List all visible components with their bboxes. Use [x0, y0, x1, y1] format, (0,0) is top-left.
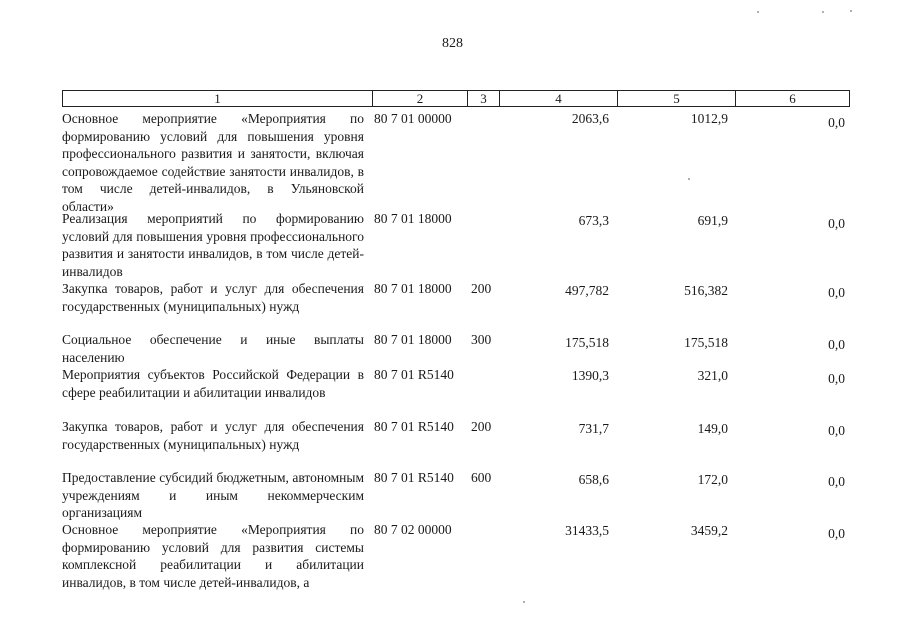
row-value-4: 1390,3	[571, 368, 609, 383]
row-code: 80 7 01 18000	[374, 281, 452, 296]
row-name: Предоставление субсидий бюджетным, автономным учреждениям и иным некоммерческим организациям	[62, 470, 364, 520]
row-value-4: 175,518	[565, 335, 609, 350]
row-type: 600	[471, 470, 492, 485]
page-number: 828	[442, 36, 463, 51]
row-name: Закупка товаров, работ и услуг для обеспечения государственных (муниципальных) нужд	[62, 281, 364, 314]
row-value-6: 0,0	[828, 115, 845, 130]
row-code: 80 7 02 00000	[374, 522, 452, 537]
row-code: 80 7 01 R5140	[374, 419, 454, 434]
row-value-4: 31433,5	[565, 523, 609, 538]
row-value-5: 321,0	[697, 368, 728, 383]
row-code: 80 7 01 18000	[374, 332, 452, 347]
row-value-6: 0,0	[828, 423, 845, 438]
row-value-4: 731,7	[578, 421, 609, 436]
row-value-6: 0,0	[828, 285, 845, 300]
row-type: 200	[471, 419, 492, 434]
row-code: 80 7 01 R5140	[374, 367, 454, 382]
row-value-6: 0,0	[828, 371, 845, 386]
row-value-6: 0,0	[828, 337, 845, 352]
row-name: Мероприятия субъектов Российской Федерации в сфере реабилитации и абилитации инвалидов	[62, 367, 364, 400]
header-col-1: 1	[62, 90, 373, 107]
row-name: Реализация мероприятий по формированию условий для повышения уровня профессионального развития и занятости инвалидов, в том числе детей-инвалидов	[62, 211, 364, 279]
row-value-6: 0,0	[828, 526, 845, 541]
row-type: 300	[471, 332, 492, 347]
row-type: 200	[471, 281, 492, 296]
header-col-6: 6	[735, 90, 850, 107]
row-value-5: 3459,2	[690, 523, 728, 538]
row-value-5: 175,518	[684, 335, 728, 350]
scan-speck	[850, 10, 852, 12]
row-value-5: 516,382	[684, 283, 728, 298]
row-code: 80 7 01 00000	[374, 111, 452, 126]
scan-speck	[822, 11, 824, 13]
scan-speck	[688, 178, 690, 180]
row-value-5: 1012,9	[690, 111, 728, 126]
row-name: Основное мероприятие «Мероприятия по формированию условий для развития системы комплексной реабилитации и абилитации инвалидов, в том числе детей-инвалидов, а	[62, 522, 364, 590]
row-value-5: 691,9	[697, 213, 728, 228]
header-col-2: 2	[372, 90, 468, 107]
row-name: Социальное обеспечение и иные выплаты населению	[62, 332, 364, 365]
row-value-6: 0,0	[828, 216, 845, 231]
row-name: Основное мероприятие «Мероприятия по формированию условий для повышения уровня профессионального развития и занятости, включая сопровождаемое содействие занятости инвалидов, в том числе детей-инвалидов, в Ульяновской области»	[62, 111, 364, 214]
scan-speck	[523, 601, 525, 603]
row-value-5: 172,0	[697, 472, 728, 487]
row-name: Закупка товаров, работ и услуг для обеспечения государственных (муниципальных) нужд	[62, 419, 364, 452]
scan-speck	[757, 11, 759, 13]
header-col-5: 5	[617, 90, 736, 107]
row-value-5: 149,0	[697, 421, 728, 436]
header-col-3: 3	[467, 90, 500, 107]
row-code: 80 7 01 18000	[374, 211, 452, 226]
row-value-4: 2063,6	[571, 111, 609, 126]
row-code: 80 7 01 R5140	[374, 470, 454, 485]
row-value-4: 658,6	[578, 472, 609, 487]
row-value-4: 497,782	[565, 283, 609, 298]
row-value-6: 0,0	[828, 474, 845, 489]
header-col-4: 4	[499, 90, 618, 107]
row-value-4: 673,3	[578, 213, 609, 228]
